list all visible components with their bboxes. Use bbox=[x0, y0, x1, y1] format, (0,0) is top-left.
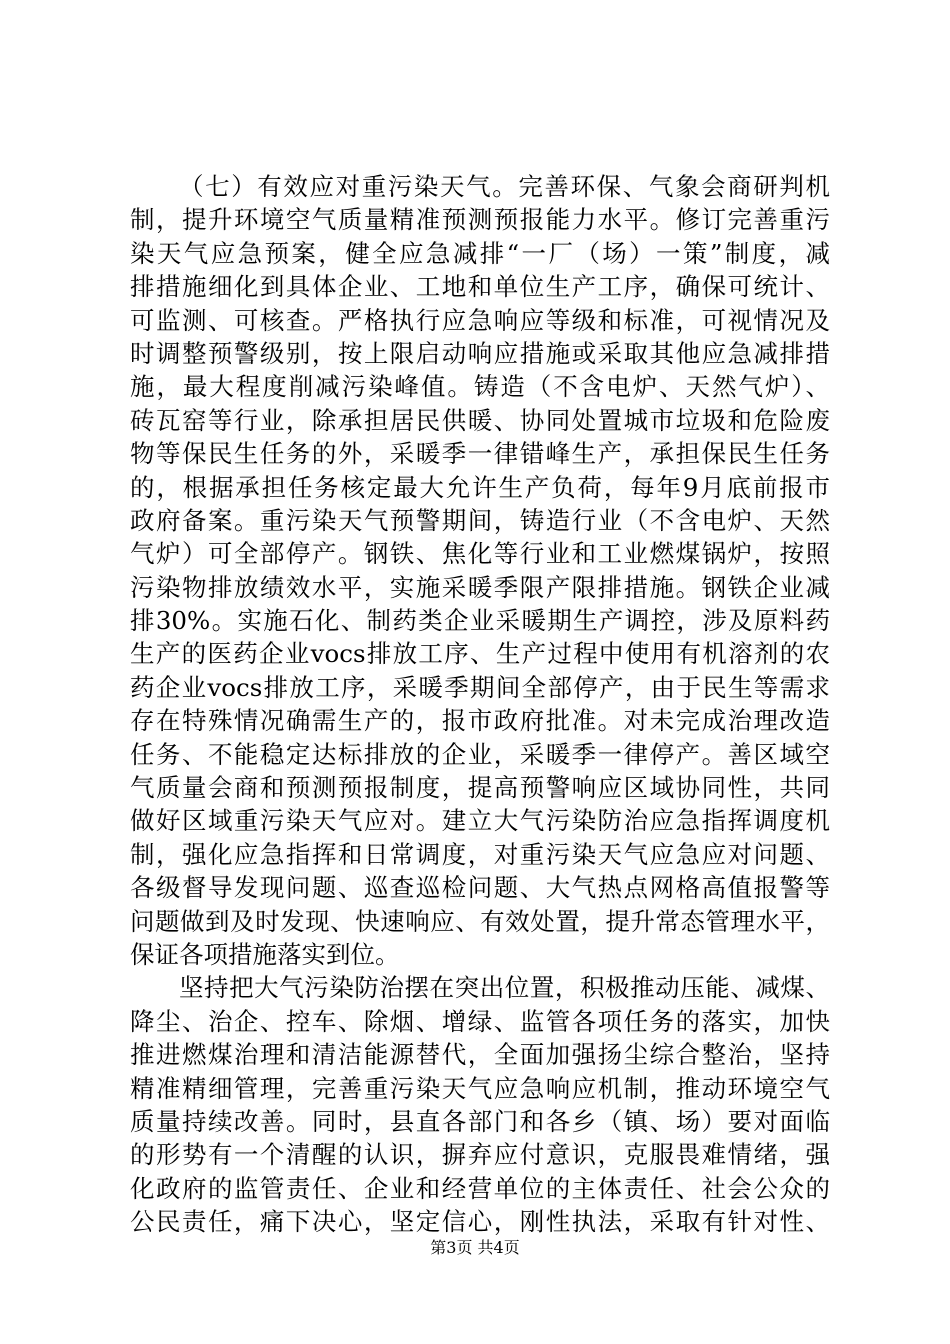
text-line: 气质量会商和预测预报制度，提高预警响应区域协同性，共同 bbox=[130, 773, 830, 803]
text-line: 染天气应急预案，健全应急减排“一厂（场）一策”制度，减 bbox=[130, 238, 830, 268]
text-line: 问题做到及时发现、快速响应、有效处置，提升常态管理水平， bbox=[130, 906, 830, 936]
text-line: 精准精细管理，完善重污染天气应急响应机制，推动环境空气 bbox=[130, 1073, 830, 1103]
text-line: （七）有效应对重污染天气。完善环保、气象会商研判机 bbox=[179, 172, 830, 201]
text-line: 降尘、治企、控车、除烟、增绿、监管各项任务的落实，加快 bbox=[130, 1006, 830, 1036]
text-line: 推进燃煤治理和清洁能源替代，全面加强扬尘综合整治，坚持 bbox=[130, 1040, 830, 1070]
page-footer: 第3页 共4页 bbox=[430, 1238, 520, 1257]
text-line: 质量持续改善。同时，县直各部门和各乡（镇、场）要对面临 bbox=[130, 1106, 830, 1136]
text-line: 公民责任，痛下决心，坚定信心，刚性执法，采取有针对性、 bbox=[130, 1207, 830, 1237]
text-line: 制，提升环境空气质量精准预测预报能力水平。修订完善重污 bbox=[130, 205, 830, 235]
text-line: 物等保民生任务的外，采暖季一律错峰生产，承担保民生任务 bbox=[130, 439, 830, 469]
text-line: 时调整预警级别，按上限启动响应措施或采取其他应急减排措 bbox=[130, 338, 830, 368]
text-line: 排30%。实施石化、制药类企业采暖期生产调控，涉及原料药 bbox=[130, 606, 830, 636]
text-line: 化政府的监管责任、企业和经营单位的主体责任、社会公众的 bbox=[130, 1173, 830, 1203]
text-line: 可监测、可核查。严格执行应急响应等级和标准，可视情况及 bbox=[130, 305, 830, 335]
text-line: 施，最大程度削减污染峰值。铸造（不含电炉、天然气炉）、 bbox=[130, 372, 830, 402]
text-line: 各级督导发现问题、巡查巡检问题、大气热点网格高值报警等 bbox=[130, 873, 830, 903]
text-line: 药企业vocs排放工序，采暖季期间全部停产，由于民生等需求 bbox=[130, 672, 830, 702]
text-line: 坚持把大气污染防治摆在突出位置，积极推动压能、减煤、 bbox=[179, 973, 830, 1003]
text-line: 气炉）可全部停产。钢铁、焦化等行业和工业燃煤锅炉，按照 bbox=[130, 539, 830, 569]
text-line: 砖瓦窑等行业，除承担居民供暖、协同处置城市垃圾和危险废 bbox=[130, 405, 830, 435]
text-line: 生产的医药企业vocs排放工序、生产过程中使用有机溶剂的农 bbox=[130, 639, 830, 669]
text-line: 任务、不能稳定达标排放的企业，采暖季一律停产。善区域空 bbox=[130, 739, 830, 769]
text-line: 存在特殊情况确需生产的，报市政府批准。对未完成治理改造 bbox=[130, 706, 830, 736]
text-line: 的，根据承担任务核定最大允许生产负荷，每年9月底前报市 bbox=[130, 472, 830, 502]
text-line: 保证各项措施落实到位。 bbox=[130, 939, 400, 969]
body-text bbox=[130, 170, 830, 1239]
text-line: 的形势有一个清醒的认识，摒弃应付意识，克服畏难情绪，强 bbox=[130, 1140, 830, 1170]
text-line: 污染物排放绩效水平，实施采暖季限产限排措施。钢铁企业减 bbox=[130, 572, 830, 602]
text-line: 制，强化应急指挥和日常调度，对重污染天气应急应对问题、 bbox=[130, 839, 830, 869]
text-line: 政府备案。重污染天气预警期间，铸造行业（不含电炉、天然 bbox=[130, 505, 830, 535]
text-line: 做好区域重污染天气应对。建立大气污染防治应急指挥调度机 bbox=[130, 806, 830, 836]
text-line: 排措施细化到具体企业、工地和单位生产工序，确保可统计、 bbox=[130, 272, 830, 302]
